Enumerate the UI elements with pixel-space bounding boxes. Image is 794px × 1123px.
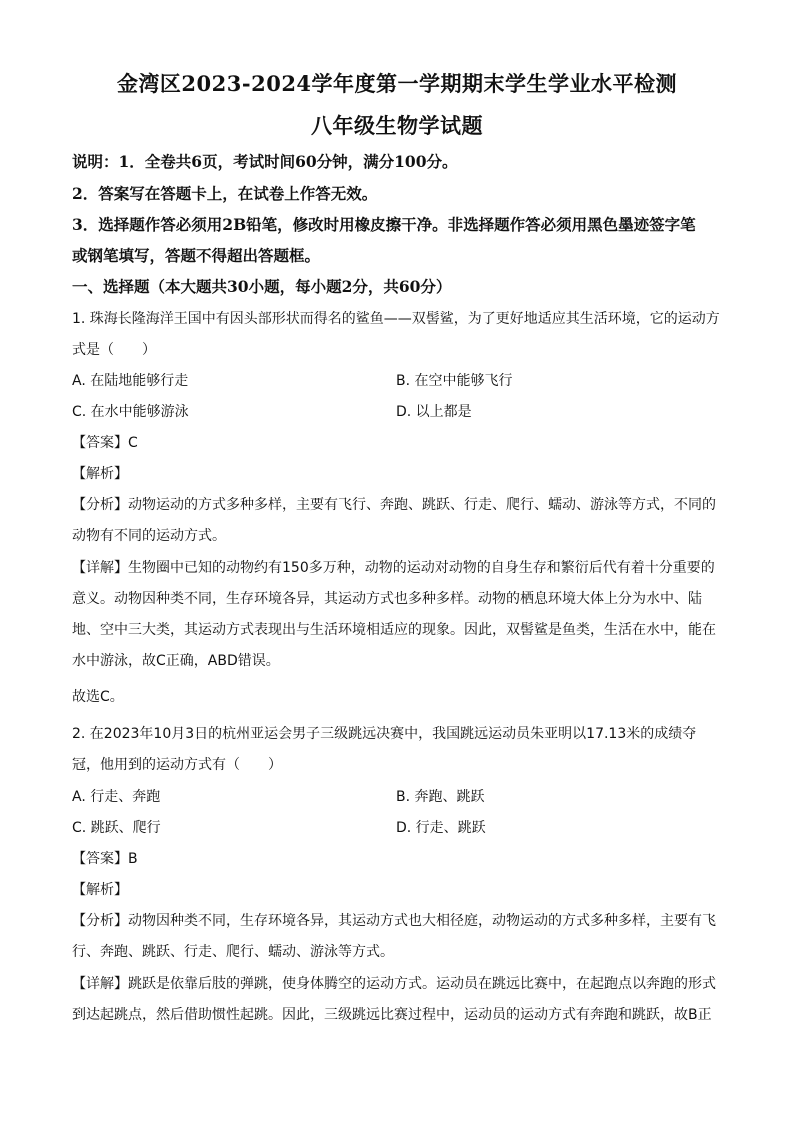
exam-title: 金湾区2023-2024学年度第一学期期末学生学业水平检测 [116,71,678,96]
q2-answer: 【答案】B [72,851,138,867]
q2-stem-line-2: 冠，他用到的运动方式有（ ） [72,757,282,773]
q1-detail-line-1: 【详解】生物圈中已知的动物约有150多万种，动物的运动对动物的自身生存和繁衍后代有着十分重要的 [72,560,715,576]
q1-option-c: C. 在水中能够游泳 [72,404,189,420]
q2-option-b: B. 奔跑、跳跃 [396,789,485,805]
q1-fenxi-line-2: 动物有不同的运动方式。 [72,528,226,544]
q1-detail-line-2: 意义。动物因种类不同，生存环境各异，其运动方式也多种多样。动物的栖息环境大体上分为水中、陆 [72,591,702,607]
q2-detail-line-1: 【详解】跳跃是依靠后肢的弹跳，使身体腾空的运动方式。运动员在跳远比赛中，在起跑点以奔跑的形式 [72,976,716,992]
q2-option-d: D. 行走、跳跃 [396,820,486,836]
section-heading: 一、选择题（本大题共30小题，每小题2分，共60分） [72,277,452,296]
q1-stem-line-2: 式是（ ） [72,342,156,358]
exam-subtitle: 八年级生物学试题 [311,113,483,138]
q1-detail-line-3: 地、空中三大类，其运动方式表现出与生活环境相适应的现象。因此，双髻鲨是鱼类，生活在水中，能在 [72,622,716,638]
q1-conclusion: 故选C。 [72,689,124,705]
q1-stem-line-1: 1. 珠海长隆海洋王国中有因头部形状而得名的鲨鱼——双髻鲨，为了更好地适应其生活环境，它的运动方 [72,311,720,327]
q2-option-c: C. 跳跃、爬行 [72,820,161,836]
q1-fenxi-line-1: 【分析】动物运动的方式多种多样，主要有飞行、奔跑、跳跃、行走、爬行、蠕动、游泳等方式，不同的 [72,497,716,513]
q1-detail-line-4: 水中游泳，故C正确，ABD错误。 [72,653,280,669]
q2-option-a: A. 行走、奔跑 [72,789,161,805]
q1-answer: 【答案】C [72,435,138,451]
q2-fenxi-line-1: 【分析】动物因种类不同，生存环境各异，其运动方式也大相径庭，动物运动的方式多种多样，主要有飞 [72,913,716,929]
q1-analysis-label: 【解析】 [72,466,128,482]
q2-stem-line-1: 2. 在2023年10月3日的杭州亚运会男子三级跳远决赛中，我国跳远运动员朱亚明以17.13米的成绩夺 [72,726,697,742]
q2-detail-line-2: 到达起跳点，然后借助惯性起跳。因此，三级跳远比赛过程中，运动员的运动方式有奔跑和跳跃，故B正 [72,1007,712,1023]
q1-option-b: B. 在空中能够飞行 [396,373,513,389]
q1-option-d: D. 以上都是 [396,404,472,420]
q2-fenxi-line-2: 行、奔跑、跳跃、行走、爬行、蠕动、游泳等方式。 [72,944,394,960]
q1-option-a: A. 在陆地能够行走 [72,373,189,389]
instruction-line-3b: 或钢笔填写，答题不得超出答题框。 [72,246,321,265]
instruction-line-2: 2．答案写在答题卡上，在试卷上作答无效。 [72,184,378,203]
q2-analysis-label: 【解析】 [72,882,128,898]
instruction-line-1: 说明：1．全卷共6页，考试时间60分钟，满分100分。 [72,152,458,171]
instruction-line-3a: 3．选择题作答必须用2B铅笔，修改时用橡皮擦干净。非选择题作答必须用黑色墨迹签字笔 [72,215,696,234]
